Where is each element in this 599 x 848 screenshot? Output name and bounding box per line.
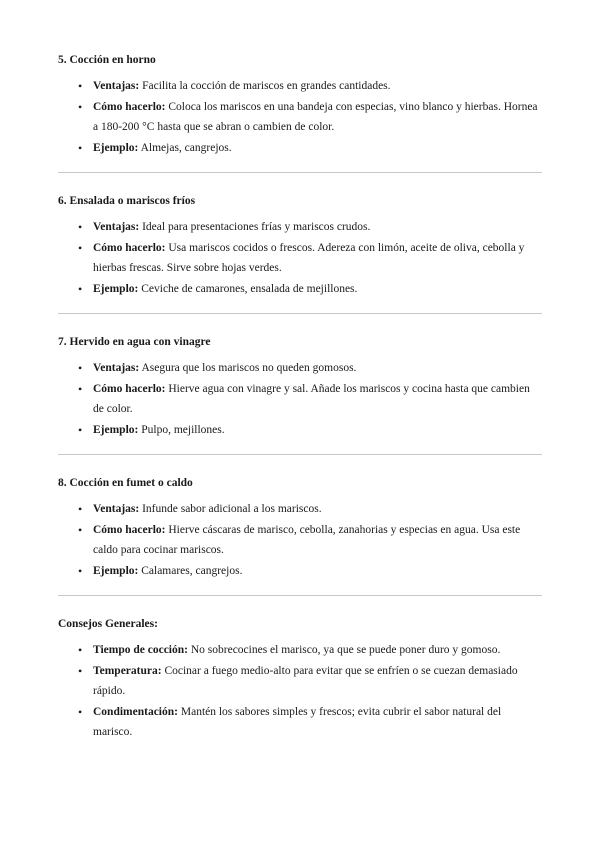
item-text: Pulpo, mejillones.	[141, 423, 225, 436]
list-item	[78, 97, 542, 138]
section-title: 6. Ensalada o mariscos fríos	[58, 195, 196, 207]
section-hervido-agua-vinagre	[58, 334, 542, 440]
item-text: Mantén los sabores simples y frescos; evita cubrir el sabor natural del marisco.	[93, 705, 502, 738]
item-label: Ejemplo:	[93, 564, 139, 577]
item-label: Condimentación:	[93, 705, 178, 718]
item-text: Hierve agua con vinagre y sal. Añade los mariscos y cocina hasta que cambien de color.	[93, 382, 530, 415]
item-label: Ventajas:	[93, 503, 140, 515]
item-label: Cómo hacerlo:	[93, 523, 166, 536]
item-text: Almejas, cangrejos.	[140, 141, 232, 154]
item-label: Ventajas:	[93, 80, 140, 92]
section-divider	[58, 313, 542, 314]
section-title: 5. Cocción en horno	[58, 54, 156, 66]
item-label: Cómo hacerlo:	[93, 241, 166, 254]
item-text: Ideal para presentaciones frías y mariscos crudos.	[142, 221, 371, 233]
bullet-list	[58, 358, 542, 440]
section-divider	[58, 172, 542, 173]
section-title: Consejos Generales:	[58, 618, 158, 630]
list-item	[78, 238, 542, 279]
item-label: Ejemplo:	[93, 141, 139, 154]
list-item	[78, 138, 542, 159]
list-item	[78, 358, 542, 379]
section-coccion-en-horno	[58, 52, 542, 158]
list-item	[78, 661, 542, 702]
item-text: Usa mariscos cocidos o frescos. Adereza con limón, aceite de oliva, cebolla y hierbas frescas. Sirve sobre hojas verdes.	[93, 241, 525, 274]
list-item	[78, 379, 542, 420]
item-label: Ventajas:	[93, 221, 140, 233]
bullet-list	[58, 640, 542, 743]
item-text: Coloca los mariscos en una bandeja con especias, vino blanco y hierbas. Hornea a 180-200 °C hasta que se abran o cambien de color.	[93, 100, 538, 133]
item-label: Cómo hacerlo:	[93, 100, 166, 113]
bullet-list	[58, 499, 542, 581]
list-item	[78, 499, 542, 520]
item-label: Cómo hacerlo:	[93, 382, 166, 395]
list-item	[78, 520, 542, 561]
item-label: Temperatura:	[93, 664, 162, 677]
item-label: Ventajas:	[93, 362, 140, 374]
item-text: Asegura que los mariscos no queden gomosos.	[141, 362, 357, 374]
item-text: Ceviche de camarones, ensalada de mejillones.	[141, 282, 358, 295]
list-item	[78, 217, 542, 238]
item-text: Infunde sabor adicional a los mariscos.	[142, 503, 322, 515]
list-item	[78, 640, 542, 661]
item-label: Ejemplo:	[93, 282, 139, 295]
list-item	[78, 702, 542, 743]
item-label: Ejemplo:	[93, 423, 139, 436]
section-title: 7. Hervido en agua con vinagre	[58, 336, 211, 348]
bullet-list	[58, 76, 542, 158]
item-label: Tiempo de cocción:	[93, 644, 188, 656]
list-item	[78, 76, 542, 97]
section-title: 8. Cocción en fumet o caldo	[58, 477, 193, 489]
item-text: Facilita la cocción de mariscos en grandes cantidades.	[142, 80, 391, 92]
list-item	[78, 420, 542, 441]
bullet-list	[58, 217, 542, 299]
section-consejos-generales	[58, 616, 542, 743]
item-text: Calamares, cangrejos.	[141, 564, 243, 577]
list-item	[78, 279, 542, 300]
section-divider	[58, 454, 542, 455]
item-text: Hierve cáscaras de marisco, cebolla, zanahorias y especias en agua. Usa este caldo para cocinar mariscos.	[93, 523, 521, 556]
list-item	[78, 561, 542, 582]
item-text: Cocinar a fuego medio-alto para evitar que se enfríen o se cuezan demasiado rápido.	[93, 664, 518, 697]
item-text: No sobrecocines el marisco, ya que se puede poner duro y gomoso.	[190, 644, 501, 656]
document-page	[58, 52, 542, 743]
section-divider	[58, 595, 542, 596]
section-ensalada-mariscos-frios	[58, 193, 542, 299]
section-coccion-fumet-caldo	[58, 475, 542, 581]
